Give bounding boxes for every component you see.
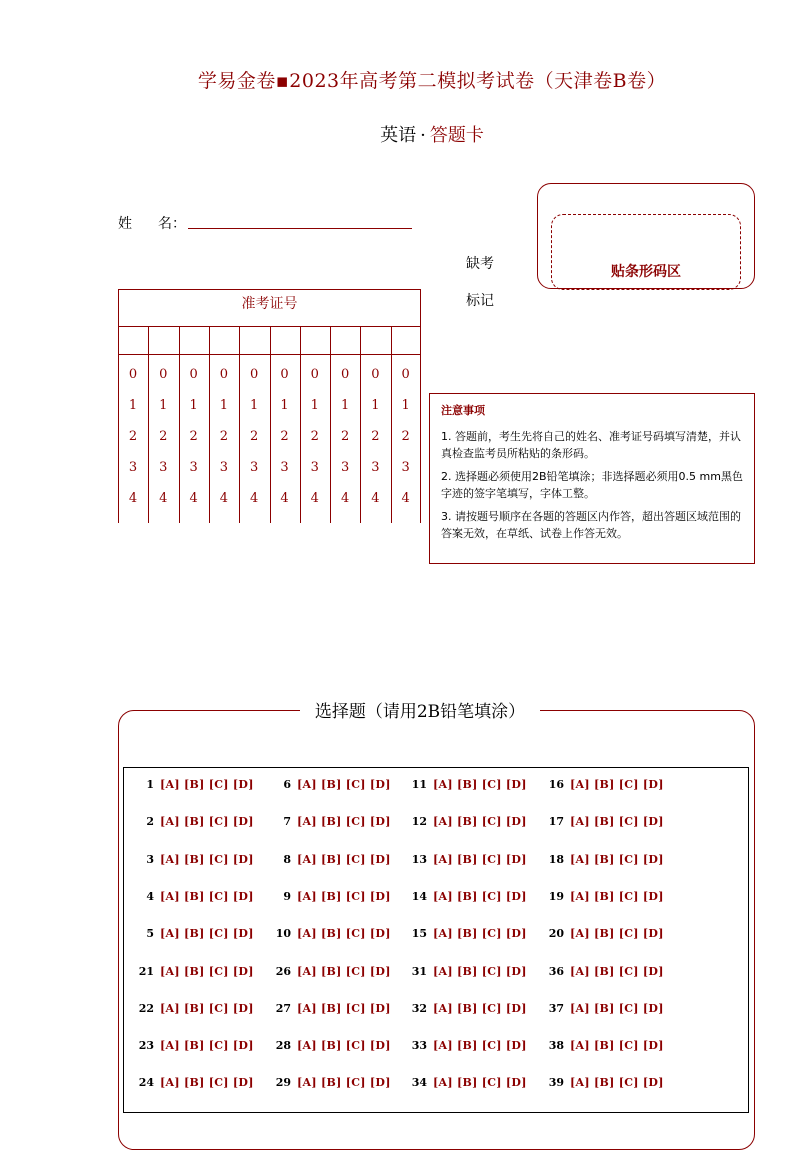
exam-id-digit[interactable]: 0 xyxy=(371,367,380,382)
absent-label-2: 标记 xyxy=(466,293,494,309)
question-22[interactable] xyxy=(132,1002,262,1015)
question-34[interactable] xyxy=(405,1076,535,1089)
question-16[interactable] xyxy=(542,778,672,791)
question-2[interactable] xyxy=(132,815,262,828)
notice-item-1: 1. 答题前，考生先将自己的姓名、准考证号码填写清楚，并认真检查监考员所粘贴的条形码。 xyxy=(441,430,741,460)
answer-bubbles[interactable]: [A] [B] [C] [D] xyxy=(160,927,254,941)
question-number: 13 xyxy=(411,852,427,866)
exam-id-digit[interactable]: 3 xyxy=(371,460,380,475)
question-31[interactable] xyxy=(405,965,535,978)
exam-id-digit[interactable]: 4 xyxy=(401,491,410,506)
exam-id-digit[interactable]: 2 xyxy=(371,429,380,444)
question-number: 23 xyxy=(138,1039,154,1053)
question-10[interactable] xyxy=(269,927,399,940)
exam-id-digit[interactable]: 1 xyxy=(340,398,350,413)
exam-id-digit[interactable]: 3 xyxy=(250,460,259,475)
question-number: 36 xyxy=(548,964,564,978)
answer-bubbles[interactable]: [A] [B] [C] [D] xyxy=(433,778,527,791)
answer-bubbles[interactable]: [A] [B] [C] [D] xyxy=(297,778,391,791)
answer-bubbles[interactable]: [A] [B] [C] [D] xyxy=(570,964,664,978)
question-number: 32 xyxy=(411,1001,427,1015)
answer-bubbles[interactable]: [A] [B] [C] [D] xyxy=(297,1039,391,1053)
question-number: 18 xyxy=(548,852,564,866)
question-17[interactable] xyxy=(542,815,672,828)
answer-bubbles[interactable]: [A] [B] [C] [D] xyxy=(433,1039,527,1053)
exam-id-digit[interactable]: 4 xyxy=(280,491,289,506)
exam-id-digit[interactable]: 3 xyxy=(159,460,168,475)
question-26[interactable] xyxy=(269,965,399,978)
question-number: 6 xyxy=(283,778,291,791)
question-number: 34 xyxy=(411,1076,427,1090)
question-number: 16 xyxy=(548,778,564,791)
question-number: 11 xyxy=(411,778,427,791)
answer-bubbles[interactable]: [A] [B] [C] [D] xyxy=(160,889,254,903)
answer-bubbles[interactable]: [A] [B] [C] [D] xyxy=(297,1076,391,1090)
question-number: 29 xyxy=(275,1076,291,1090)
answer-bubbles[interactable]: [A] [B] [C] [D] xyxy=(570,889,664,903)
question-24[interactable] xyxy=(132,1076,262,1089)
question-32[interactable] xyxy=(405,1002,535,1015)
exam-id-digit[interactable]: 0 xyxy=(280,367,289,382)
question-number: 37 xyxy=(548,1001,564,1015)
question-28[interactable] xyxy=(269,1039,399,1052)
question-5[interactable] xyxy=(132,927,262,940)
exam-id-digit[interactable]: 1 xyxy=(371,398,380,413)
question-number: 39 xyxy=(548,1076,564,1090)
absent-label-1: 缺考 xyxy=(466,256,494,272)
answer-bubbles[interactable]: [A] [B] [C] [D] xyxy=(297,964,391,978)
choice-grid xyxy=(123,767,749,1113)
notice-item-3: 3. 请按题号顺序在各题的答题区内作答，超出答题区域范围的答案无效，在草纸、试卷上作答无效。 xyxy=(441,510,741,540)
answer-bubbles[interactable]: [A] [B] [C] [D] xyxy=(160,1001,254,1015)
exam-id-digit[interactable]: 3 xyxy=(219,460,229,475)
answer-bubbles[interactable]: [A] [B] [C] [D] xyxy=(160,1076,254,1090)
question-number: 7 xyxy=(283,815,291,829)
answer-bubbles[interactable]: [A] [B] [C] [D] xyxy=(160,852,254,866)
question-number: 24 xyxy=(138,1076,154,1090)
exam-id-digit[interactable]: 0 xyxy=(310,367,319,382)
exam-id-digit[interactable]: 1 xyxy=(250,398,259,413)
exam-id-digit[interactable]: 1 xyxy=(280,398,289,413)
exam-id-digit[interactable]: 1 xyxy=(401,398,410,413)
answer-bubbles[interactable]: [A] [B] [C] [D] xyxy=(297,1001,391,1015)
exam-id-digit[interactable]: 2 xyxy=(280,429,289,444)
question-8[interactable] xyxy=(269,853,399,866)
question-3[interactable] xyxy=(132,853,262,866)
question-number: 4 xyxy=(146,889,154,903)
question-number: 31 xyxy=(411,964,427,978)
question-number: 14 xyxy=(411,889,427,903)
answer-bubbles[interactable]: [A] [B] [C] [D] xyxy=(570,927,664,941)
choice-section-title: 选择题（请用2B铅笔填涂） xyxy=(314,702,526,722)
question-9[interactable] xyxy=(269,890,399,903)
exam-id-digit[interactable]: 4 xyxy=(310,491,319,506)
question-number: 28 xyxy=(275,1039,291,1053)
name-label-b: 名： xyxy=(158,216,186,232)
exam-id-digit[interactable]: 2 xyxy=(401,429,410,444)
question-11[interactable] xyxy=(405,778,535,791)
subtitle-separator: · xyxy=(420,125,426,146)
exam-id-label: 准考证号 xyxy=(241,296,298,312)
question-33[interactable] xyxy=(405,1039,535,1052)
exam-id-digit[interactable]: 3 xyxy=(189,460,198,475)
exam-id-digit[interactable]: 3 xyxy=(128,460,138,475)
question-number: 22 xyxy=(138,1001,154,1015)
answer-bubbles[interactable]: [A] [B] [C] [D] xyxy=(160,815,254,829)
answer-bubbles[interactable]: [A] [B] [C] [D] xyxy=(160,964,254,978)
notice-item-2: 2. 选择题必须使用2B铅笔填涂；非选择题必须用0.5 mm黑色字迹的签字笔填写，字体工整。 xyxy=(441,470,743,500)
exam-id-digit[interactable]: 3 xyxy=(310,460,319,475)
answer-bubbles[interactable]: [A] [B] [C] [D] xyxy=(160,1039,254,1053)
subject-label: 英语 xyxy=(380,125,417,146)
answer-bubbles[interactable]: [A] [B] [C] [D] xyxy=(570,1076,664,1090)
answer-bubbles[interactable]: [A] [B] [C] [D] xyxy=(433,815,527,829)
exam-id-digit[interactable]: 0 xyxy=(401,367,410,382)
card-subtitle xyxy=(0,121,794,147)
exam-id-digit[interactable]: 1 xyxy=(189,398,198,413)
question-15[interactable] xyxy=(405,927,535,940)
question-38[interactable] xyxy=(542,1039,672,1052)
exam-id-digit[interactable]: 2 xyxy=(310,429,319,444)
answer-bubbles[interactable]: [A] [B] [C] [D] xyxy=(570,1001,664,1015)
question-36[interactable] xyxy=(542,965,672,978)
exam-id-digit[interactable]: 4 xyxy=(128,491,138,506)
question-37[interactable] xyxy=(542,1002,672,1015)
exam-id-digit[interactable]: 4 xyxy=(159,491,168,506)
question-number: 3 xyxy=(146,852,154,866)
exam-id-digit[interactable]: 2 xyxy=(250,429,259,444)
exam-id-digit[interactable]: 3 xyxy=(340,460,350,475)
question-number: 1 xyxy=(146,778,154,791)
question-number: 5 xyxy=(146,927,154,941)
question-7[interactable] xyxy=(269,815,399,828)
question-number: 12 xyxy=(411,815,427,829)
notice-title: 注意事项 xyxy=(441,404,485,417)
question-number: 10 xyxy=(275,927,291,941)
exam-id-digit[interactable]: 0 xyxy=(340,367,350,382)
question-39[interactable] xyxy=(542,1076,672,1089)
question-13[interactable] xyxy=(405,853,535,866)
exam-id-digit[interactable]: 1 xyxy=(219,398,229,413)
notice-box xyxy=(429,393,755,564)
question-number: 21 xyxy=(138,964,154,978)
question-number: 20 xyxy=(548,927,564,941)
question-number: 15 xyxy=(411,927,427,941)
exam-id-digit[interactable]: 4 xyxy=(371,491,380,506)
exam-id-digit[interactable]: 1 xyxy=(310,398,319,413)
exam-id-digit[interactable]: 0 xyxy=(159,367,168,382)
question-19[interactable] xyxy=(542,890,672,903)
answer-bubbles[interactable]: [A] [B] [C] [D] xyxy=(433,1076,527,1090)
exam-id-digit[interactable]: 1 xyxy=(159,398,168,413)
exam-id-digit[interactable]: 2 xyxy=(219,429,229,444)
answer-bubbles[interactable]: [A] [B] [C] [D] xyxy=(570,778,664,791)
answer-bubbles[interactable]: [A] [B] [C] [D] xyxy=(297,852,391,866)
answer-bubbles[interactable]: [A] [B] [C] [D] xyxy=(297,815,391,829)
exam-id-digit[interactable]: 4 xyxy=(340,491,350,506)
question-18[interactable] xyxy=(542,853,672,866)
answer-bubbles[interactable]: [A] [B] [C] [D] xyxy=(433,964,527,978)
exam-id-digit[interactable]: 3 xyxy=(280,460,289,475)
exam-id-digit[interactable]: 2 xyxy=(128,429,138,444)
name-label xyxy=(118,213,186,233)
question-number: 19 xyxy=(548,889,564,903)
question-14[interactable] xyxy=(405,890,535,903)
exam-id-digit[interactable]: 0 xyxy=(128,367,138,382)
exam-id-digit[interactable]: 0 xyxy=(250,367,259,382)
answer-bubbles[interactable]: [A] [B] [C] [D] xyxy=(433,927,527,941)
exam-id-digit[interactable]: 4 xyxy=(189,491,198,506)
answer-bubbles[interactable]: [A] [B] [C] [D] xyxy=(570,1039,664,1053)
exam-id-box xyxy=(118,289,421,523)
name-field[interactable] xyxy=(188,228,412,229)
question-number: 27 xyxy=(275,1001,291,1015)
question-21[interactable] xyxy=(132,965,262,978)
answer-bubbles[interactable]: [A] [B] [C] [D] xyxy=(433,852,527,866)
exam-id-digit[interactable]: 4 xyxy=(250,491,259,506)
question-4[interactable] xyxy=(132,890,262,903)
answer-bubbles[interactable]: [A] [B] [C] [D] xyxy=(297,889,391,903)
question-number: 17 xyxy=(548,815,564,829)
exam-id-digit[interactable]: 4 xyxy=(219,491,229,506)
name-label-a: 姓 xyxy=(118,216,132,232)
question-number: 26 xyxy=(275,964,291,978)
answer-bubbles[interactable]: [A] [B] [C] [D] xyxy=(433,889,527,903)
question-number: 33 xyxy=(411,1039,427,1053)
exam-id-digit[interactable]: 0 xyxy=(189,367,198,382)
exam-id-digit[interactable]: 1 xyxy=(128,398,138,413)
question-23[interactable] xyxy=(132,1039,262,1052)
question-6[interactable] xyxy=(269,778,399,791)
card-label: 答题卡 xyxy=(429,125,484,146)
exam-id-digit[interactable]: 3 xyxy=(401,460,410,475)
question-number: 8 xyxy=(283,852,291,866)
exam-id-digit[interactable]: 2 xyxy=(159,429,168,444)
question-12[interactable] xyxy=(405,815,535,828)
exam-id-digit[interactable]: 0 xyxy=(219,367,229,382)
answer-bubbles[interactable]: [A] [B] [C] [D] xyxy=(570,852,664,866)
question-27[interactable] xyxy=(269,1002,399,1015)
question-number: 2 xyxy=(146,815,154,829)
answer-bubbles[interactable]: [A] [B] [C] [D] xyxy=(570,815,664,829)
barcode-label: 贴条形码区 xyxy=(611,264,681,280)
question-number: 9 xyxy=(283,889,291,903)
question-1[interactable] xyxy=(132,778,262,791)
question-29[interactable] xyxy=(269,1076,399,1089)
question-number: 38 xyxy=(548,1039,564,1053)
exam-id-digit[interactable]: 2 xyxy=(340,429,350,444)
answer-bubbles[interactable]: [A] [B] [C] [D] xyxy=(297,927,391,941)
exam-id-digit[interactable]: 2 xyxy=(189,429,198,444)
question-20[interactable] xyxy=(542,927,672,940)
answer-bubbles[interactable]: [A] [B] [C] [D] xyxy=(160,778,254,791)
answer-bubbles[interactable]: [A] [B] [C] [D] xyxy=(433,1001,527,1015)
exam-title: 学易金卷▪2023年高考第二模拟考试卷（天津卷B卷） xyxy=(197,70,667,92)
